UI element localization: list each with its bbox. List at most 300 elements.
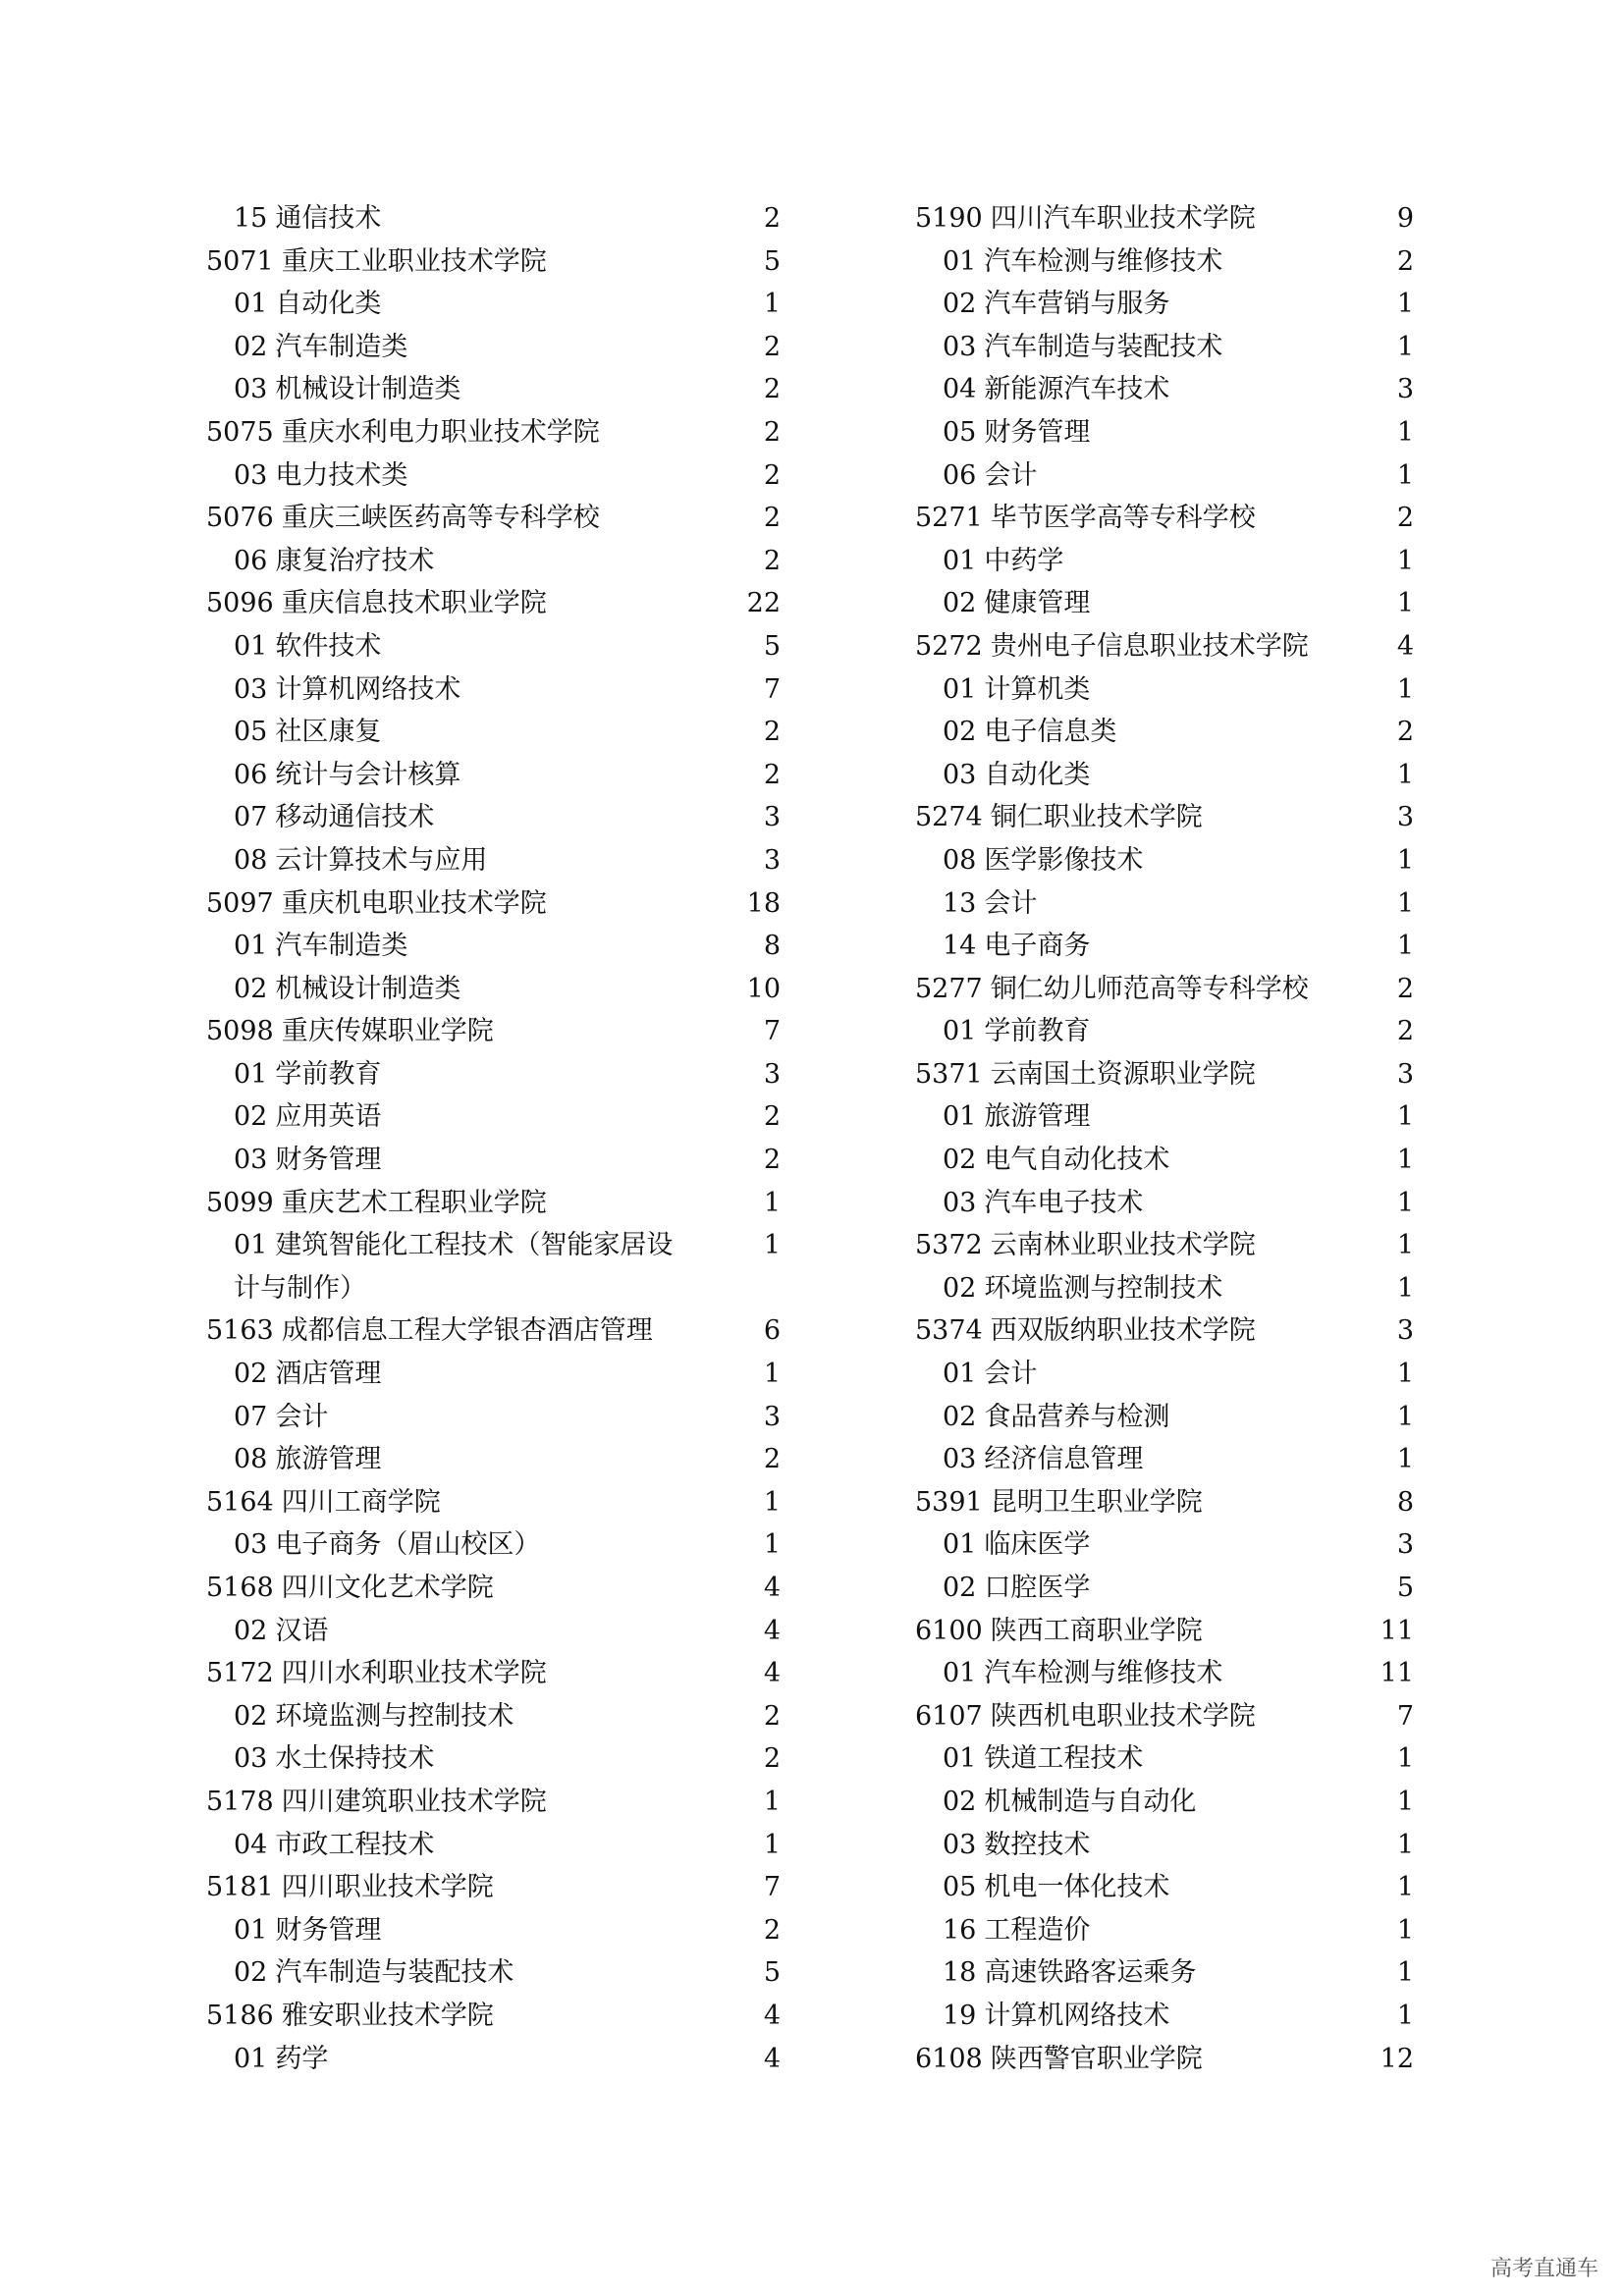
right-column [915,197,1504,2080]
entry-count: 1 [1396,459,1414,491]
entry-name: 应用英语 [275,1101,382,1133]
entry-count: 11 [1380,1658,1414,1689]
entry-name-cell [234,631,381,662]
entry-name: 云南国土资源职业学院 [990,1058,1256,1090]
entry-count: 1 [763,1786,781,1817]
entry-code: 06 [234,759,268,790]
major-row [206,754,781,797]
entry-code: 02 [234,1101,268,1133]
entry-name: 食品营养与检测 [984,1401,1170,1432]
entry-count: 12 [1380,2043,1414,2074]
entry-code: 05 [943,416,977,448]
entry-code: 5190 [915,203,983,234]
entry-count: 2 [763,503,781,534]
entry-name-cell [206,1573,494,1603]
entry-count: 3 [1396,802,1414,833]
entry-code: 05 [234,717,268,748]
entry-count: 8 [1396,1486,1414,1518]
entry-name: 四川工商学院 [281,1486,441,1518]
entry-name: 重庆三峡医药高等专科学校 [281,503,600,534]
entry-code: 5172 [206,1658,274,1689]
entry-name-cell [234,332,407,362]
entry-code: 01 [234,1230,268,1261]
entry-count: 2 [763,759,781,790]
entry-count: 1 [1396,1743,1414,1775]
major-row [206,1610,781,1653]
entry-count: 3 [763,1401,781,1432]
school-row [206,411,781,454]
entry-name: 铜仁幼儿师范高等专科学校 [990,973,1309,1004]
entry-name: 财务管理 [275,1914,382,1946]
entry-code: 02 [943,1573,977,1603]
entry-count: 1 [1396,416,1414,448]
entry-name-cell [915,203,1256,234]
entry-name-cell [915,974,1309,1004]
entry-count: 1 [1396,931,1414,962]
entry-count: 7 [763,1016,781,1047]
entry-count: 2 [763,1101,781,1133]
major-row [915,1866,1504,1909]
entry-name-cell [943,1529,1090,1560]
entry-count: 1 [1396,1145,1414,1176]
entry-name-cell [234,1402,328,1432]
entry-name-cell [234,1701,514,1732]
school-row [915,1481,1504,1524]
entry-name: 水土保持技术 [275,1743,435,1775]
major-row [915,1995,1504,2038]
entry-name-cell [234,2044,328,2074]
major-row [206,711,781,754]
entry-name: 汽车电子技术 [984,1187,1144,1218]
entry-count: 1 [1396,1829,1414,1860]
entry-count: 1 [1396,588,1414,619]
entry-code: 01 [234,630,268,662]
entry-name: 软件技术 [275,630,382,662]
school-row [915,497,1504,540]
entry-count: 2 [763,1145,781,1176]
entry-code: 5271 [915,503,983,534]
major-row [206,2038,781,2081]
entry-count: 1 [1396,1914,1414,1946]
major-row [206,1523,781,1567]
major-row [915,839,1504,882]
entry-name-cell [234,1059,381,1090]
entry-count: 2 [1396,973,1414,1004]
entry-code: 03 [234,1529,268,1561]
entry-name-cell [943,1188,1143,1218]
major-row [915,240,1504,284]
entry-count: 5 [1396,1573,1414,1603]
major-row [915,754,1504,797]
entry-name-cell [234,546,434,576]
entry-name: 环境监测与控制技术 [275,1700,514,1732]
entry-count: 1 [1396,1272,1414,1304]
entry-code: 01 [943,673,977,705]
school-row [206,1567,781,1610]
entry-name-cell [206,588,547,618]
major-row [915,1010,1504,1053]
entry-name-cell [943,1444,1143,1474]
entry-count: 11 [1380,1615,1414,1646]
entry-count: 1 [763,1359,781,1390]
major-row [915,1182,1504,1225]
entry-code: 03 [234,374,268,405]
entry-name: 临床医学 [984,1529,1091,1561]
entry-name-cell [206,1872,494,1902]
entry-name: 会计 [275,1401,329,1432]
school-row [206,497,781,540]
entry-name-cell [943,1573,1090,1603]
entry-name: 铁道工程技术 [984,1743,1144,1775]
entry-name: 移动通信技术 [275,802,435,833]
entry-name: 机械设计制造类 [275,973,461,1004]
major-row [206,1139,781,1182]
entry-name: 康复治疗技术 [275,545,435,576]
entry-name: 电气自动化技术 [984,1145,1170,1176]
entry-code: 03 [943,1829,977,1860]
school-row [915,625,1504,668]
major-row [206,326,781,369]
entry-name: 四川建筑职业技术学院 [281,1786,547,1817]
entry-code: 07 [234,1401,268,1432]
entry-count: 7 [763,1872,781,1903]
entry-name: 汉语 [275,1615,329,1646]
entry-name: 电子信息类 [984,717,1117,748]
entry-code: 03 [234,673,268,705]
school-row [206,882,781,926]
major-row [915,1737,1504,1781]
major-row [206,1951,781,1995]
entry-name: 市政工程技术 [275,1829,435,1860]
entry-name-cell [915,631,1309,662]
entry-code: 03 [943,759,977,790]
entry-code: 05 [943,1872,977,1903]
entry-name-cell [943,546,1063,576]
entry-code: 6107 [915,1700,983,1732]
major-row [915,925,1504,968]
entry-code: 02 [234,1359,268,1390]
entry-name: 会计 [984,887,1038,919]
entry-name: 建筑智能化工程技术（智能家居设计与制作） [234,1230,674,1304]
entry-name-cell [915,1059,1256,1090]
entry-name: 云南林业职业技术学院 [990,1230,1256,1261]
entry-name-cell [943,1872,1169,1902]
entry-name: 高速铁路客运乘务 [984,1957,1197,1989]
major-row [915,326,1504,369]
entry-code: 5071 [206,245,274,277]
major-row [915,1438,1504,1481]
entry-name-cell [234,717,381,747]
entry-name-cell [234,674,460,705]
entry-count: 1 [1396,1230,1414,1261]
entry-count: 1 [1396,1359,1414,1390]
entry-code: 01 [943,1743,977,1775]
entry-name: 汽车制造与装配技术 [275,1957,514,1989]
entry-code: 16 [943,1914,977,1946]
entry-name: 计算机类 [984,673,1091,705]
major-row [915,582,1504,625]
entry-name: 汽车检测与维修技术 [984,245,1223,277]
entry-name-cell [943,1101,1090,1132]
entry-code: 5178 [206,1786,274,1817]
major-row [206,1824,781,1867]
entry-name: 电子商务 [984,931,1091,962]
entry-count: 2 [763,331,781,362]
entry-name-cell [206,1315,653,1346]
entry-name-cell [234,1444,381,1474]
entry-code: 5274 [915,802,983,833]
major-row [206,454,781,498]
entry-code: 02 [943,1145,977,1176]
entry-name-cell [943,1402,1169,1432]
entry-count: 7 [763,673,781,705]
entry-name: 机电一体化技术 [984,1872,1170,1903]
entry-name: 重庆工业职业技术学院 [281,245,547,277]
entry-name: 四川汽车职业技术学院 [990,203,1256,234]
entry-code: 02 [234,1615,268,1646]
entry-name: 昆明卫生职业学院 [990,1486,1203,1518]
entry-count: 1 [1396,1187,1414,1218]
entry-code: 5372 [915,1230,983,1261]
school-row [206,582,781,625]
entry-name-cell [943,717,1116,747]
entry-name: 财务管理 [984,416,1091,448]
entry-count: 2 [1396,245,1414,277]
entry-code: 5371 [915,1058,983,1090]
entry-name-cell [943,845,1143,876]
entry-name: 社区康复 [275,717,382,748]
school-row [206,240,781,284]
entry-name: 铜仁职业技术学院 [990,802,1203,833]
entry-code: 06 [234,545,268,576]
entry-code: 08 [943,844,977,876]
entry-name-cell [206,1188,547,1218]
major-row [915,411,1504,454]
entry-code: 03 [234,1145,268,1176]
major-row [915,1781,1504,1824]
entry-name-cell [206,1658,547,1688]
entry-code: 03 [234,459,268,491]
school-row [206,1781,781,1824]
entry-name: 电子商务（眉山校区） [275,1529,541,1561]
entry-count: 3 [763,802,781,833]
school-row [915,796,1504,839]
entry-code: 01 [943,545,977,576]
entry-count: 7 [1396,1700,1414,1732]
entry-count: 1 [1396,1401,1414,1432]
entry-code: 01 [943,245,977,277]
entry-code: 5168 [206,1573,274,1603]
entry-name: 会计 [984,1359,1038,1390]
entry-code: 6100 [915,1615,983,1646]
entry-code: 02 [234,973,268,1004]
entry-name: 计算机网络技术 [984,2000,1170,2031]
entry-name: 汽车检测与维修技术 [984,1658,1223,1689]
major-row [915,454,1504,498]
entry-name-cell [915,1487,1203,1518]
entry-code: 13 [943,887,977,919]
entry-count: 2 [763,459,781,491]
entry-name: 陕西机电职业技术学院 [990,1700,1256,1732]
entry-code: 01 [943,1359,977,1390]
major-row [915,1909,1504,1952]
entry-name-cell [234,203,381,234]
entry-name-cell [234,760,460,790]
entry-code: 19 [943,2000,977,2031]
entry-count: 1 [763,1187,781,1218]
entry-name-cell [943,1743,1143,1774]
entry-code: 08 [234,1444,268,1475]
entry-code: 03 [943,1187,977,1218]
school-row [206,1309,781,1353]
school-row [206,1481,781,1524]
entry-count: 1 [763,289,781,320]
entry-name: 经济信息管理 [984,1444,1144,1475]
entry-code: 03 [943,331,977,362]
entry-name: 成都信息工程大学银杏酒店管理 [281,1315,653,1347]
entry-name-cell [206,1487,441,1518]
entry-code: 5163 [206,1315,274,1347]
entry-code: 02 [943,588,977,619]
entry-code: 18 [943,1957,977,1989]
major-row [915,668,1504,712]
entry-name: 机械制造与自动化 [984,1786,1197,1817]
entry-code: 5374 [915,1315,983,1347]
entry-name-cell [915,1701,1256,1732]
major-row [915,540,1504,583]
school-row [206,1866,781,1909]
entry-code: 01 [943,1658,977,1689]
entry-name-cell [943,2001,1169,2031]
entry-count: 1 [1396,1872,1414,1903]
entry-count: 5 [763,245,781,277]
entry-code: 01 [943,1529,977,1561]
entry-name: 统计与会计核算 [275,759,461,790]
entry-name-cell [943,417,1090,448]
entry-name: 汽车营销与服务 [984,289,1170,320]
watermark: 高考直通车 [1489,2257,1598,2281]
entry-name: 重庆水利电力职业技术学院 [281,416,600,448]
entry-name: 健康管理 [984,588,1091,619]
entry-code: 01 [234,1058,268,1090]
entry-name-cell [943,1957,1196,1988]
entry-name: 陕西警官职业学院 [990,2043,1203,2074]
entry-name: 毕节医学高等专科学校 [990,503,1256,534]
major-row [206,668,781,712]
major-row [206,1396,781,1439]
major-row [206,1053,781,1096]
entry-name-cell [943,289,1169,319]
entry-code: 01 [234,289,268,320]
entry-name: 医学影像技术 [984,844,1144,876]
entry-code: 01 [943,1101,977,1133]
entry-code: 5164 [206,1486,274,1518]
entry-name: 贵州电子信息职业技术学院 [990,630,1309,662]
major-row [915,1652,1504,1695]
left-column [206,197,781,2080]
school-row [915,2038,1504,2081]
entry-name-cell [915,2044,1203,2074]
entry-name-cell [943,1915,1090,1946]
entry-code: 04 [234,1829,268,1860]
entry-count: 1 [1396,331,1414,362]
entry-name-cell [206,1787,547,1817]
entry-name: 药学 [275,2043,329,2074]
entry-name: 电力技术类 [275,459,408,491]
entry-name-cell [234,1915,381,1946]
entry-count: 4 [763,2043,781,2074]
entry-count: 4 [1396,630,1414,662]
entry-name-cell [943,888,1037,919]
entry-count: 1 [1396,289,1414,320]
entry-count: 1 [1396,673,1414,705]
entry-count: 2 [763,374,781,405]
entry-count: 6 [763,1315,781,1347]
school-row [915,197,1504,240]
entry-name: 新能源汽车技术 [984,374,1170,405]
entry-name-cell [234,974,460,1004]
entry-code: 03 [943,1444,977,1475]
entry-name-cell [206,1016,494,1046]
entry-count: 4 [763,1573,781,1603]
school-row [206,1652,781,1695]
entry-count: 3 [1396,1058,1414,1090]
entry-code: 15 [234,203,268,234]
major-row [206,283,781,326]
major-row [206,625,781,668]
entry-code: 5277 [915,973,983,1004]
entry-count: 9 [1396,203,1414,234]
entry-name-cell [206,2001,494,2031]
entry-count: 1 [763,1486,781,1518]
entry-code: 02 [234,331,268,362]
entry-name-cell [234,1743,434,1774]
entry-code: 01 [234,931,268,962]
major-row [915,1267,1504,1310]
entry-code: 03 [234,1743,268,1775]
entry-name-cell [234,1145,381,1175]
entry-name: 计算机网络技术 [275,673,461,705]
entry-code: 5391 [915,1486,983,1518]
major-row [915,711,1504,754]
entry-count: 5 [763,1957,781,1989]
entry-name-cell [234,460,407,491]
entry-count: 1 [1396,2000,1414,2031]
major-row [206,540,781,583]
entry-name-cell [234,1529,540,1560]
entry-code: 02 [234,1700,268,1732]
entry-name: 学前教育 [984,1016,1091,1047]
entry-count: 2 [763,1700,781,1732]
entry-count: 2 [763,416,781,448]
entry-name: 数控技术 [984,1829,1091,1860]
entry-name-cell [943,1359,1037,1389]
school-row [915,1309,1504,1353]
entry-name: 会计 [984,459,1038,491]
entry-count: 1 [1396,1444,1414,1475]
entry-code: 5186 [206,2000,274,2031]
major-row [206,368,781,411]
entry-code: 5075 [206,416,274,448]
school-row [915,968,1504,1011]
major-row [206,197,781,240]
entry-name-cell [206,246,547,277]
entry-name-cell [943,588,1090,618]
entry-name-cell [234,1359,381,1389]
major-row [915,368,1504,411]
entry-count: 4 [763,2000,781,2031]
entry-name-cell [206,503,600,533]
